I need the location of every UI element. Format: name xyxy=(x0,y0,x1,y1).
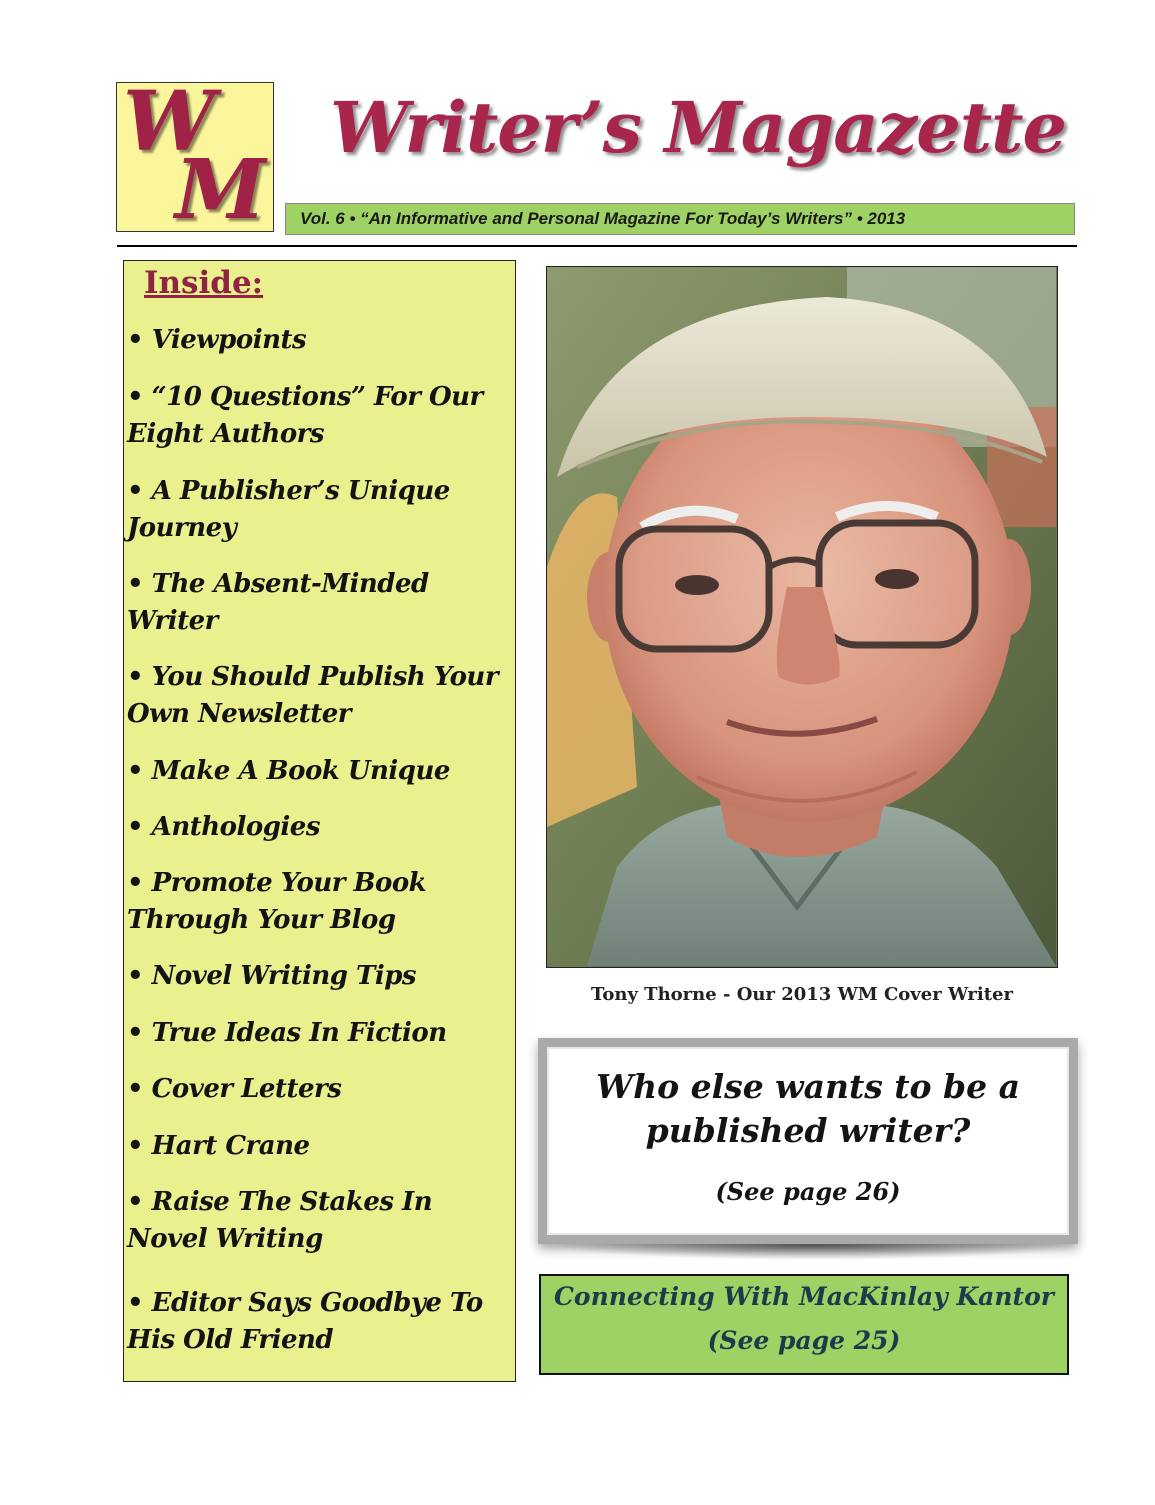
contents-item: • Raise The Stakes In Novel Writing xyxy=(127,1187,433,1254)
header-divider xyxy=(117,245,1077,247)
magazine-title: Writer’s Magazette xyxy=(330,86,1067,169)
inside-heading: Inside: xyxy=(144,265,264,301)
contents-item: • Promote Your Book Through Your Blog xyxy=(127,868,427,935)
promo-headline: Who else wants to be a published writer? xyxy=(596,1067,1020,1150)
contents-item: • Make A Book Unique xyxy=(127,756,450,786)
contents-item: • A Publisher’s Unique Journey xyxy=(127,476,450,543)
contents-item: • True Ideas In Fiction xyxy=(127,1018,447,1048)
contents-item: • Viewpoints xyxy=(127,325,307,355)
contents-item: • The Absent-Minded Writer xyxy=(127,569,429,636)
contents-item: • Cover Letters xyxy=(127,1074,342,1104)
contents-item: • “10 Questions” For Our Eight Authors xyxy=(127,382,483,449)
connect-box xyxy=(539,1274,1069,1375)
contents-item: • Novel Writing Tips xyxy=(127,961,417,991)
volume-banner: Vol. 6 • “An Informative and Personal Magazine For Today’s Writers” • 2013 xyxy=(285,203,1075,235)
contents-item: • Hart Crane xyxy=(127,1131,310,1161)
contents-item: • You Should Publish Your Own Newsletter xyxy=(127,662,499,729)
inside-contents-box xyxy=(123,260,516,1382)
logo-letter-m: M xyxy=(175,142,266,238)
connect-headline: Connecting With MacKinlay Kantor xyxy=(554,1282,1054,1311)
contents-item: • Anthologies xyxy=(127,812,320,842)
cover-portrait-illustration xyxy=(547,267,1056,966)
connect-page-ref: (See page 25) xyxy=(707,1326,901,1355)
cover-caption: Tony Thorne - Our 2013 WM Cover Writer xyxy=(591,984,1013,1005)
logo-letter-w: W xyxy=(123,74,216,170)
promo-page-ref: (See page 26) xyxy=(715,1177,901,1206)
contents-item: • Editor Says Goodbye To His Old Friend xyxy=(127,1288,483,1355)
wm-logo xyxy=(116,74,274,238)
cover-photo xyxy=(546,266,1058,968)
promo-box xyxy=(538,1038,1078,1244)
